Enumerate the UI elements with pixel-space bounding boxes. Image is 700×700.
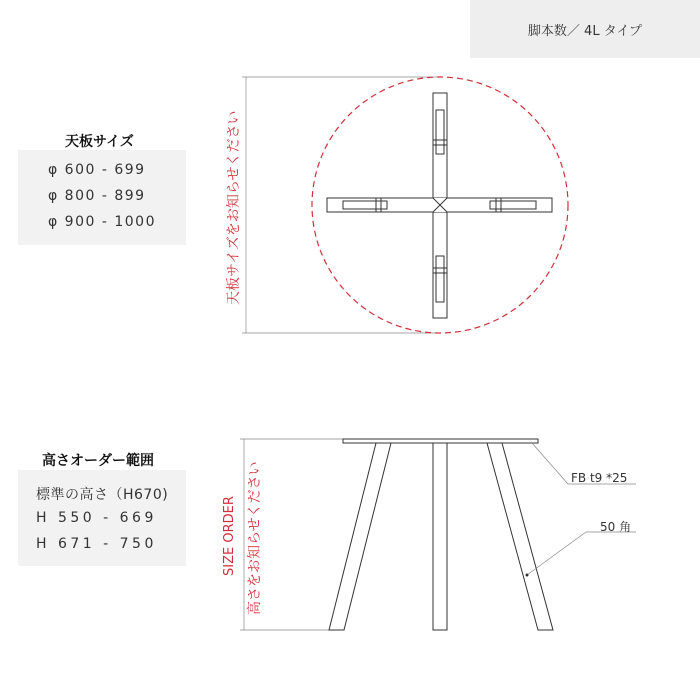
top-size-row: φ 600 - 699 [48,162,146,178]
leg-type-label: 脚本数／ 4L タイプ [527,23,643,39]
leg-center [433,443,447,630]
top-size-row: φ 800 - 899 [48,188,146,204]
height-order-row: H 671 - 750 [36,536,157,552]
callout-line-leg [527,532,636,575]
height-order-row: 標準の高さ（H670) [36,487,169,503]
leg-left [329,443,391,630]
leg-callout-label: 50 角 [600,520,632,534]
top-size-title: 天板サイズ [65,134,134,150]
size-order-note: SIZE ORDER [222,496,237,576]
plan-size-note: 天板サイズをお知らせください [226,110,242,305]
callout-dot [526,574,529,577]
height-order-title: 高さオーダー範囲 [42,453,154,469]
flat-bar-callout-label: FB t9 *25 [571,471,628,485]
side-view [240,439,636,630]
height-order-note: 高さをお知らせください [247,461,263,615]
height-order-row: H 550 - 669 [36,510,157,526]
leg-right [487,443,553,630]
flat-bar-plate [343,439,538,443]
top-size-row: φ 900 - 1000 [48,214,156,230]
plan-view [242,77,568,333]
